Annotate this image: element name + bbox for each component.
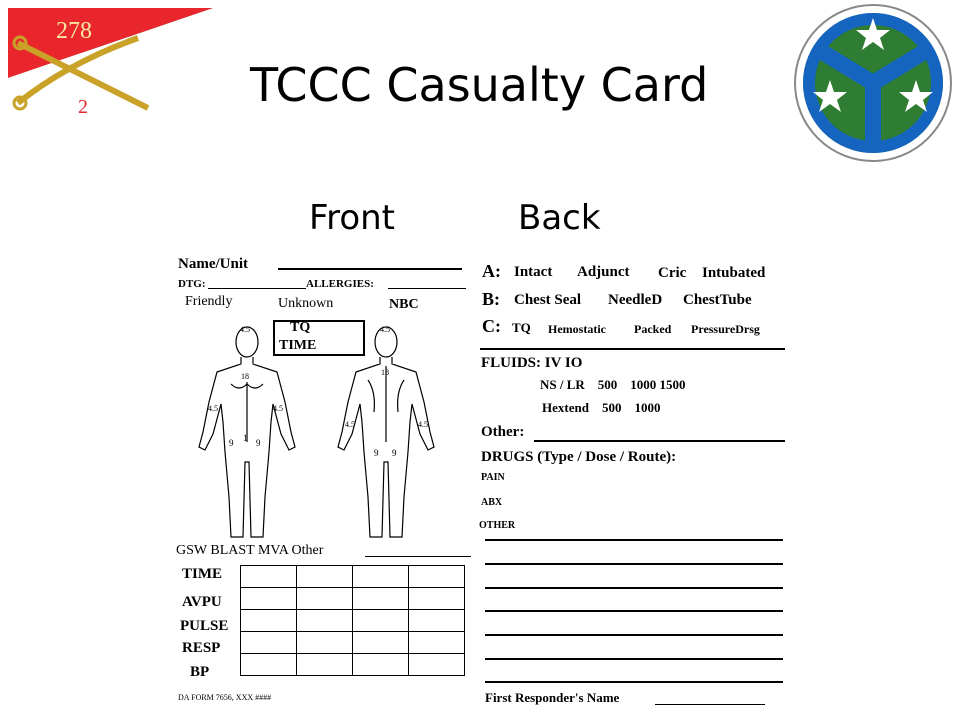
back-head-value: 4.5 xyxy=(380,325,390,334)
logo-sub-number: 2 xyxy=(78,96,88,118)
form-id: DA FORM 7656, XXX #### xyxy=(178,693,272,702)
b-option-chesttube: ChestTube xyxy=(683,292,752,308)
friendly-option: Friendly xyxy=(185,294,233,309)
back-leg-left-value: 9 xyxy=(374,448,379,458)
back-leg-right-value: 9 xyxy=(392,448,397,458)
c-label: C: xyxy=(482,316,501,336)
b-option-needled: NeedleD xyxy=(608,292,663,308)
slide-title: TCCC Casualty Card xyxy=(250,58,709,112)
mechanism-options: GSW BLAST MVA Other xyxy=(176,543,324,558)
a-option-cric: Cric xyxy=(658,265,687,281)
vitals-row-bp: BP xyxy=(190,664,210,680)
vitals-row-avpu: AVPU xyxy=(182,594,222,610)
back-chest-value: 18 xyxy=(381,368,389,377)
nbc-option: NBC xyxy=(389,297,419,312)
c-option-packed: Packed xyxy=(634,322,672,336)
division-patch-logo xyxy=(792,2,954,164)
time-label: TIME xyxy=(279,338,317,353)
other2-label: OTHER xyxy=(479,520,516,531)
allergies-label: ALLERGIES: xyxy=(306,278,374,290)
first-responder-label: First Responder's Name xyxy=(485,690,620,705)
vitals-row-pulse: PULSE xyxy=(180,618,229,634)
drugs-label: DRUGS (Type / Dose / Route): xyxy=(481,449,677,465)
name-unit-label: Name/Unit xyxy=(178,256,248,272)
front-groin-value: 1 xyxy=(243,433,248,443)
c-option-pressuredrsg: PressureDrsg xyxy=(691,322,760,336)
front-arm-right-value: 4.5 xyxy=(273,404,283,413)
unit-logo-278 xyxy=(8,8,213,136)
other-label: Other: xyxy=(481,424,525,440)
a-label: A: xyxy=(482,261,501,281)
front-label: Front xyxy=(309,198,395,238)
logo-number: 278 xyxy=(56,18,92,44)
abx-label: ABX xyxy=(481,497,503,508)
back-arm-left-value: 4.5 xyxy=(345,420,355,429)
hextend-options: Hextend 500 1000 xyxy=(542,400,661,415)
front-chest-value: 18 xyxy=(241,372,249,381)
c-option-tq: TQ xyxy=(512,320,531,335)
back-arm-right-value: 4.5 xyxy=(418,420,428,429)
front-head-value: 4.5 xyxy=(240,325,250,334)
dtg-label: DTG: xyxy=(178,278,206,290)
vitals-grid xyxy=(240,565,465,676)
pain-label: PAIN xyxy=(481,472,505,483)
vitals-row-time: TIME xyxy=(182,566,223,582)
a-option-adjunct: Adjunct xyxy=(577,264,630,280)
front-leg-left-value: 9 xyxy=(229,438,234,448)
b-option-chest-seal: Chest Seal xyxy=(514,292,582,308)
vitals-row-resp: RESP xyxy=(182,640,221,656)
back-label: Back xyxy=(518,198,601,238)
a-option-intubated: Intubated xyxy=(702,265,766,281)
body-diagram-back xyxy=(334,322,438,544)
unknown-option: Unknown xyxy=(278,296,334,311)
fluids-label: FLUIDS: IV IO xyxy=(481,355,583,371)
front-arm-left-value: 4.5 xyxy=(208,404,218,413)
front-leg-right-value: 9 xyxy=(256,438,261,448)
ns-lr-options: NS / LR 500 1000 1500 xyxy=(540,377,686,392)
a-option-intact: Intact xyxy=(514,264,553,280)
b-label: B: xyxy=(482,289,500,309)
tq-label: TQ xyxy=(290,320,311,335)
c-option-hemostatic: Hemostatic xyxy=(548,322,606,336)
